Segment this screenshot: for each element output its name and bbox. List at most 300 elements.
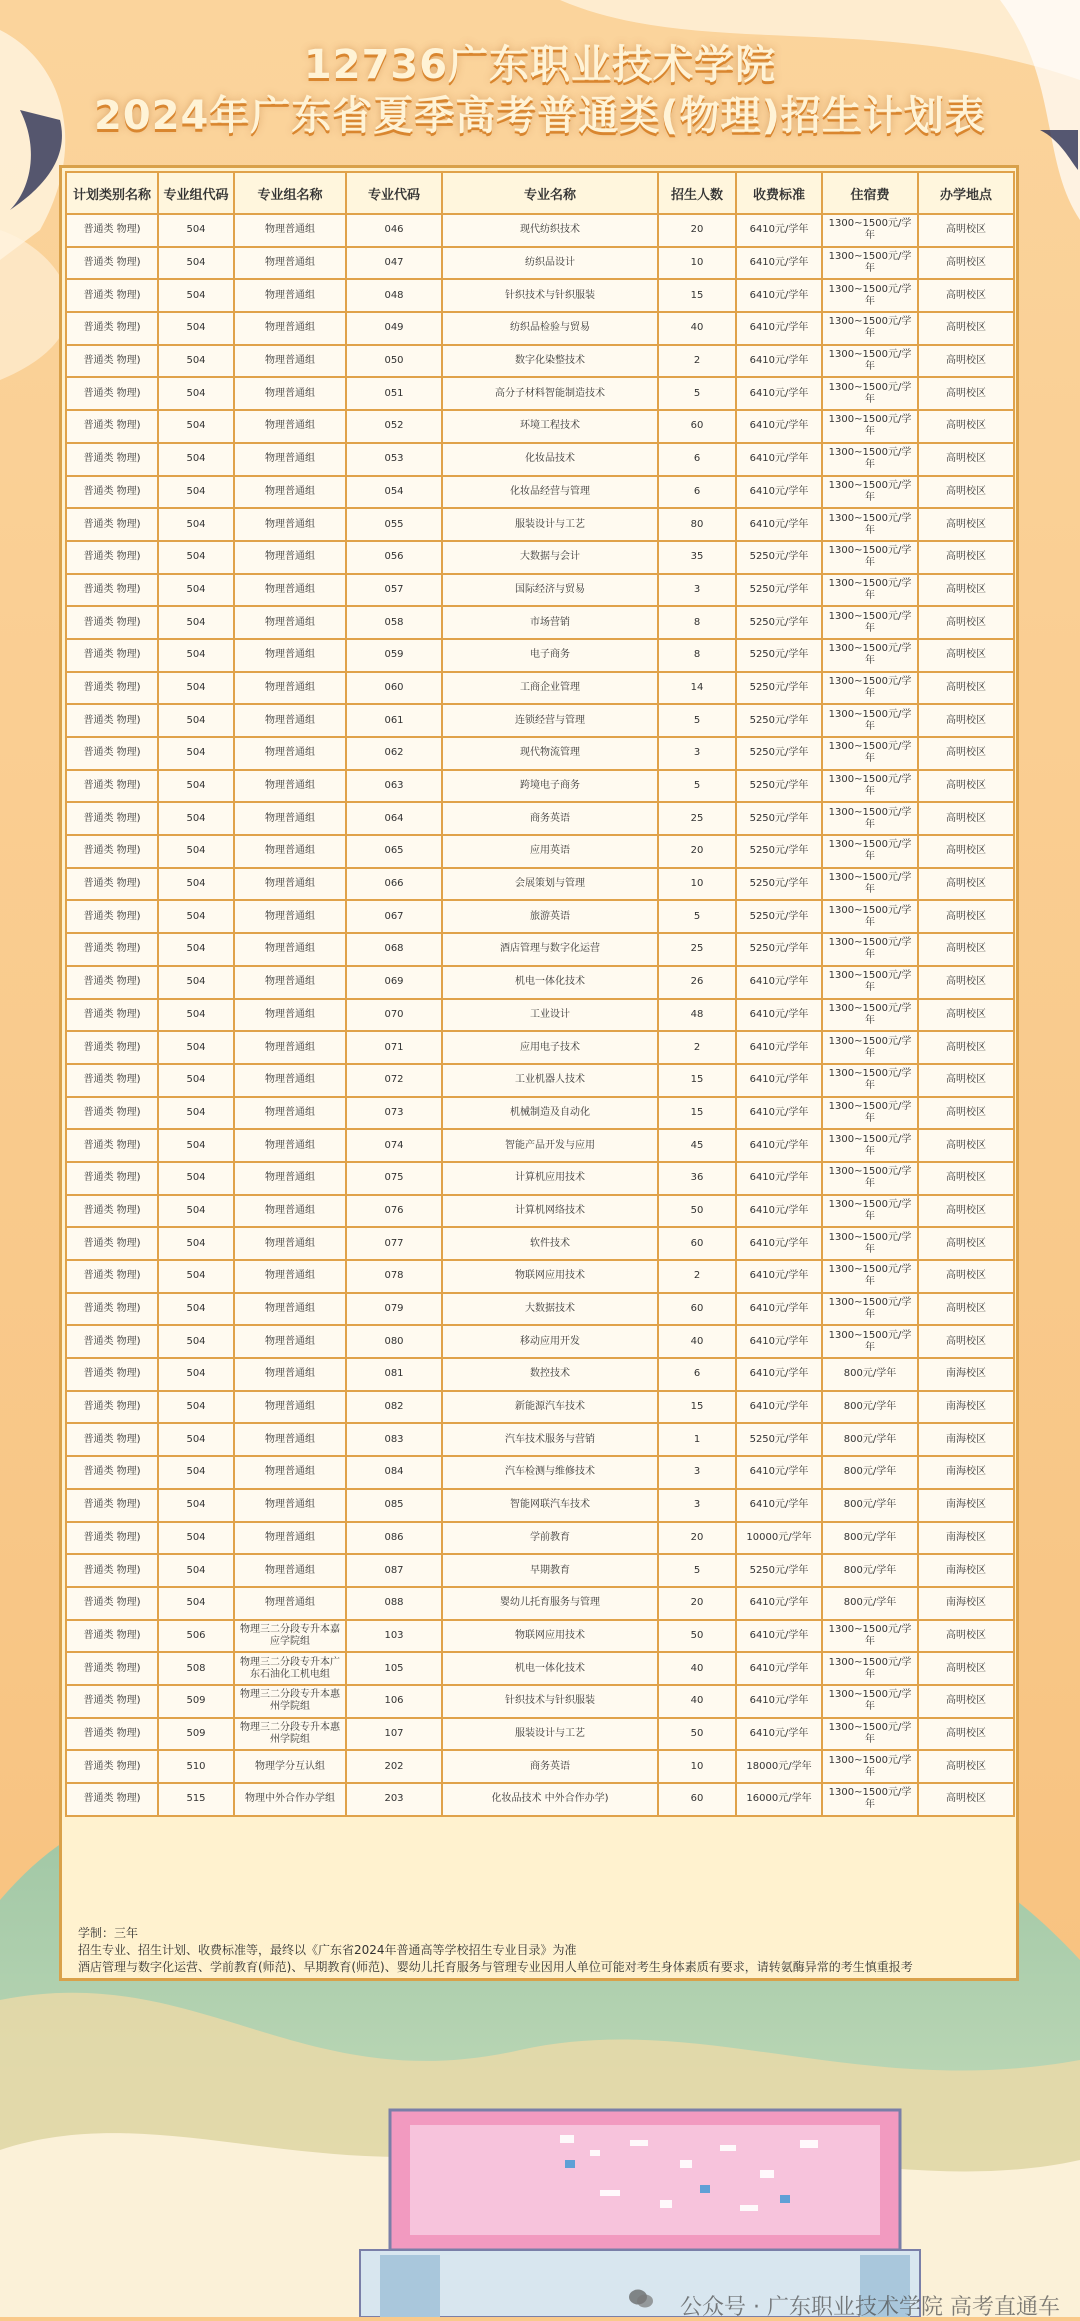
table-cell: 高明校区 [918, 1227, 1014, 1260]
table-cell: 1300~1500元/学年 [822, 999, 918, 1032]
table-cell: 6410元/学年 [736, 508, 822, 541]
table-cell: 普通类 物理) [66, 1620, 158, 1653]
table-row [66, 802, 1014, 835]
table-cell: 5250元/学年 [736, 606, 822, 639]
table-row [66, 1325, 1014, 1358]
table-cell: 504 [158, 1162, 234, 1195]
table-cell: 3 [658, 737, 736, 770]
table-cell: 针织技术与针织服装 [442, 1685, 658, 1718]
table-cell: 高明校区 [918, 1620, 1014, 1653]
table-cell: 普通类 物理) [66, 476, 158, 509]
table-cell: 6410元/学年 [736, 1195, 822, 1228]
table-cell: 物理普通组 [234, 737, 346, 770]
table-cell: 1300~1500元/学年 [822, 410, 918, 443]
table-cell: 083 [346, 1423, 442, 1456]
table-cell: 高明校区 [918, 574, 1014, 607]
table-row [66, 1489, 1014, 1522]
table-cell: 南海校区 [918, 1423, 1014, 1456]
table-cell: 504 [158, 770, 234, 803]
table-cell: 1300~1500元/学年 [822, 1620, 918, 1653]
table-cell: 物理普通组 [234, 1031, 346, 1064]
table-cell: 076 [346, 1195, 442, 1228]
table-row [66, 1554, 1014, 1587]
table-cell: 物理普通组 [234, 1522, 346, 1555]
table-cell: 504 [158, 1423, 234, 1456]
table-row [66, 541, 1014, 574]
table-cell: 40 [658, 1652, 736, 1685]
table-cell: 1300~1500元/学年 [822, 574, 918, 607]
table-cell: 1300~1500元/学年 [822, 1718, 918, 1751]
table-cell: 学前教育 [442, 1522, 658, 1555]
table-cell: 515 [158, 1783, 234, 1816]
table-cell: 082 [346, 1391, 442, 1424]
table-cell: 60 [658, 1293, 736, 1326]
table-cell: 高明校区 [918, 802, 1014, 835]
table-cell: 072 [346, 1064, 442, 1097]
table-cell: 40 [658, 312, 736, 345]
watermark-text: 公众号 · 广东职业技术学院 高考直通车 [680, 2295, 1060, 2320]
table-cell: 1300~1500元/学年 [822, 1783, 918, 1816]
table-cell: 物理普通组 [234, 1064, 346, 1097]
table-cell: 6410元/学年 [736, 1064, 822, 1097]
table-row [66, 443, 1014, 476]
table-cell: 普通类 物理) [66, 933, 158, 966]
table-cell: 053 [346, 443, 442, 476]
table-cell: 普通类 物理) [66, 1227, 158, 1260]
table-cell: 物理普通组 [234, 1129, 346, 1162]
table-cell: 物理三二分段专升本惠州学院组 [234, 1718, 346, 1751]
table-cell: 504 [158, 279, 234, 312]
table-cell: 060 [346, 672, 442, 705]
table-cell: 物理普通组 [234, 1554, 346, 1587]
table-cell: 504 [158, 1587, 234, 1620]
table-cell: 2 [658, 345, 736, 378]
table-cell: 20 [658, 1587, 736, 1620]
table-row [66, 868, 1014, 901]
table-cell: 6410元/学年 [736, 1293, 822, 1326]
table-cell: 高明校区 [918, 476, 1014, 509]
table-cell: 普通类 物理) [66, 1685, 158, 1718]
table-cell: 1300~1500元/学年 [822, 835, 918, 868]
table-cell: 5 [658, 900, 736, 933]
table-cell: 高明校区 [918, 1195, 1014, 1228]
table-cell: 26 [658, 966, 736, 999]
table-cell: 800元/学年 [822, 1554, 918, 1587]
table-cell: 高明校区 [918, 279, 1014, 312]
table-cell: 6 [658, 476, 736, 509]
table-row [66, 1522, 1014, 1555]
table-cell: 074 [346, 1129, 442, 1162]
table-cell: 6 [658, 1358, 736, 1391]
table-cell: 1300~1500元/学年 [822, 1293, 918, 1326]
table-cell: 物理三二分段专升本惠州学院组 [234, 1685, 346, 1718]
table-cell: 063 [346, 770, 442, 803]
table-cell: 物理普通组 [234, 345, 346, 378]
table-cell: 普通类 物理) [66, 900, 158, 933]
table-cell: 056 [346, 541, 442, 574]
table-cell: 现代物流管理 [442, 737, 658, 770]
table-cell: 物理普通组 [234, 933, 346, 966]
table-cell: 103 [346, 1620, 442, 1653]
table-cell: 高明校区 [918, 737, 1014, 770]
table-cell: 1300~1500元/学年 [822, 737, 918, 770]
table-cell: 普通类 物理) [66, 1129, 158, 1162]
table-cell: 800元/学年 [822, 1522, 918, 1555]
table-cell: 高明校区 [918, 1293, 1014, 1326]
table-cell: 高明校区 [918, 541, 1014, 574]
table-row [66, 1652, 1014, 1685]
table-cell: 机械制造及自动化 [442, 1097, 658, 1130]
table-cell: 高分子材料智能制造技术 [442, 377, 658, 410]
table-cell: 071 [346, 1031, 442, 1064]
plan-sheet [59, 165, 1019, 1981]
table-cell: 电子商务 [442, 639, 658, 672]
table-cell: 南海校区 [918, 1587, 1014, 1620]
table-cell: 800元/学年 [822, 1456, 918, 1489]
table-cell: 504 [158, 802, 234, 835]
column-header: 办学地点 [918, 172, 1014, 214]
table-cell: 连锁经营与管理 [442, 704, 658, 737]
table-cell: 36 [658, 1162, 736, 1195]
table-cell: 504 [158, 1489, 234, 1522]
table-cell: 509 [158, 1685, 234, 1718]
table-cell: 普通类 物理) [66, 770, 158, 803]
table-cell: 数字化染整技术 [442, 345, 658, 378]
table-cell: 6410元/学年 [736, 377, 822, 410]
table-cell: 5 [658, 1554, 736, 1587]
table-cell: 504 [158, 410, 234, 443]
table-cell: 046 [346, 214, 442, 247]
table-cell: 504 [158, 443, 234, 476]
table-cell: 物理普通组 [234, 966, 346, 999]
table-cell: 069 [346, 966, 442, 999]
table-cell: 5250元/学年 [736, 802, 822, 835]
table-cell: 107 [346, 1718, 442, 1751]
table-cell: 6410元/学年 [736, 1031, 822, 1064]
table-cell: 058 [346, 606, 442, 639]
table-cell: 5250元/学年 [736, 541, 822, 574]
table-cell: 050 [346, 345, 442, 378]
table-row [66, 900, 1014, 933]
table-cell: 高明校区 [918, 1260, 1014, 1293]
table-cell: 50 [658, 1718, 736, 1751]
table-cell: 1300~1500元/学年 [822, 1129, 918, 1162]
table-cell: 800元/学年 [822, 1587, 918, 1620]
table-cell: 物理普通组 [234, 541, 346, 574]
table-row [66, 345, 1014, 378]
table-cell: 市场营销 [442, 606, 658, 639]
table-row [66, 672, 1014, 705]
table-cell: 6410元/学年 [736, 1489, 822, 1522]
table-cell: 6410元/学年 [736, 1227, 822, 1260]
table-cell: 057 [346, 574, 442, 607]
table-cell: 物理普通组 [234, 672, 346, 705]
table-cell: 60 [658, 410, 736, 443]
table-row [66, 279, 1014, 312]
table-cell: 051 [346, 377, 442, 410]
table-cell: 1300~1500元/学年 [822, 1195, 918, 1228]
table-cell: 8 [658, 606, 736, 639]
table-cell: 6410元/学年 [736, 999, 822, 1032]
table-row [66, 476, 1014, 509]
column-header: 住宿费 [822, 172, 918, 214]
table-cell: 504 [158, 1064, 234, 1097]
table-row [66, 1718, 1014, 1751]
table-cell: 2 [658, 1260, 736, 1293]
table-cell: 504 [158, 508, 234, 541]
table-row [66, 1195, 1014, 1228]
table-cell: 高明校区 [918, 214, 1014, 247]
table-cell: 800元/学年 [822, 1489, 918, 1522]
table-cell: 普通类 物理) [66, 1554, 158, 1587]
table-cell: 高明校区 [918, 1652, 1014, 1685]
table-cell: 物理普通组 [234, 1325, 346, 1358]
table-cell: 067 [346, 900, 442, 933]
table-cell: 1300~1500元/学年 [822, 1260, 918, 1293]
table-cell: 079 [346, 1293, 442, 1326]
table-cell: 会展策划与管理 [442, 868, 658, 901]
table-row [66, 770, 1014, 803]
table-cell: 应用电子技术 [442, 1031, 658, 1064]
table-cell: 6410元/学年 [736, 279, 822, 312]
table-cell: 化妆品技术 [442, 443, 658, 476]
table-cell: 504 [158, 900, 234, 933]
table-cell: 1300~1500元/学年 [822, 770, 918, 803]
table-cell: 服装设计与工艺 [442, 508, 658, 541]
table-cell: 南海校区 [918, 1554, 1014, 1587]
table-row [66, 1293, 1014, 1326]
table-cell: 物理普通组 [234, 868, 346, 901]
table-cell: 普通类 物理) [66, 1750, 158, 1783]
table-cell: 6410元/学年 [736, 1685, 822, 1718]
table-cell: 物理普通组 [234, 999, 346, 1032]
table-cell: 60 [658, 1783, 736, 1816]
table-cell: 509 [158, 1718, 234, 1751]
table-cell: 普通类 物理) [66, 1522, 158, 1555]
column-header: 专业代码 [346, 172, 442, 214]
table-cell: 物理普通组 [234, 1587, 346, 1620]
table-cell: 35 [658, 541, 736, 574]
table-cell: 073 [346, 1097, 442, 1130]
table-cell: 15 [658, 1064, 736, 1097]
table-cell: 065 [346, 835, 442, 868]
table-cell: 物理普通组 [234, 1293, 346, 1326]
table-cell: 5250元/学年 [736, 770, 822, 803]
table-row [66, 410, 1014, 443]
table-cell: 504 [158, 1097, 234, 1130]
table-cell: 高明校区 [918, 1031, 1014, 1064]
table-row [66, 1064, 1014, 1097]
table-cell: 084 [346, 1456, 442, 1489]
table-cell: 1300~1500元/学年 [822, 672, 918, 705]
table-cell: 5250元/学年 [736, 639, 822, 672]
table-cell: 物理普通组 [234, 1227, 346, 1260]
table-cell: 48 [658, 999, 736, 1032]
table-cell: 高明校区 [918, 704, 1014, 737]
table-cell: 1300~1500元/学年 [822, 606, 918, 639]
table-cell: 高明校区 [918, 672, 1014, 705]
table-cell: 6410元/学年 [736, 410, 822, 443]
table-cell: 049 [346, 312, 442, 345]
table-row [66, 1685, 1014, 1718]
table-cell: 普通类 物理) [66, 606, 158, 639]
table-cell: 1300~1500元/学年 [822, 933, 918, 966]
table-cell: 5 [658, 377, 736, 410]
table-cell: 087 [346, 1554, 442, 1587]
table-cell: 508 [158, 1652, 234, 1685]
table-cell: 504 [158, 1456, 234, 1489]
table-cell: 物理普通组 [234, 574, 346, 607]
table-cell: 高明校区 [918, 1162, 1014, 1195]
table-cell: 075 [346, 1162, 442, 1195]
table-cell: 6410元/学年 [736, 1652, 822, 1685]
table-cell: 504 [158, 1391, 234, 1424]
table-cell: 10 [658, 868, 736, 901]
table-row [66, 214, 1014, 247]
table-cell: 普通类 物理) [66, 1358, 158, 1391]
table-cell: 高明校区 [918, 345, 1014, 378]
table-cell: 048 [346, 279, 442, 312]
table-cell: 504 [158, 1260, 234, 1293]
table-cell: 504 [158, 541, 234, 574]
table-cell: 504 [158, 1293, 234, 1326]
table-cell: 应用英语 [442, 835, 658, 868]
table-cell: 081 [346, 1358, 442, 1391]
table-cell: 高明校区 [918, 868, 1014, 901]
table-cell: 普通类 物理) [66, 1391, 158, 1424]
table-cell: 6410元/学年 [736, 1456, 822, 1489]
table-cell: 18000元/学年 [736, 1750, 822, 1783]
table-cell: 504 [158, 1195, 234, 1228]
table-cell: 45 [658, 1129, 736, 1162]
table-cell: 普通类 物理) [66, 737, 158, 770]
table-cell: 1300~1500元/学年 [822, 1097, 918, 1130]
table-cell: 高明校区 [918, 770, 1014, 803]
table-cell: 105 [346, 1652, 442, 1685]
table-cell: 504 [158, 247, 234, 280]
table-header-row [66, 172, 1014, 214]
table-cell: 800元/学年 [822, 1423, 918, 1456]
table-cell: 6410元/学年 [736, 1587, 822, 1620]
column-header: 专业名称 [442, 172, 658, 214]
table-row [66, 966, 1014, 999]
table-cell: 1300~1500元/学年 [822, 279, 918, 312]
table-cell: 055 [346, 508, 442, 541]
table-cell: 6410元/学年 [736, 214, 822, 247]
table-cell: 高明校区 [918, 1685, 1014, 1718]
table-cell: 普通类 物理) [66, 1718, 158, 1751]
table-cell: 高明校区 [918, 606, 1014, 639]
table-cell: 物理普通组 [234, 1162, 346, 1195]
table-cell: 504 [158, 868, 234, 901]
table-cell: 504 [158, 933, 234, 966]
table-cell: 高明校区 [918, 312, 1014, 345]
table-cell: 物联网应用技术 [442, 1260, 658, 1293]
table-cell: 大数据与会计 [442, 541, 658, 574]
table-row [66, 606, 1014, 639]
table-cell: 工业设计 [442, 999, 658, 1032]
table-cell: 1300~1500元/学年 [822, 541, 918, 574]
table-cell: 普通类 物理) [66, 377, 158, 410]
table-row [66, 508, 1014, 541]
table-cell: 大数据技术 [442, 1293, 658, 1326]
table-cell: 计算机应用技术 [442, 1162, 658, 1195]
table-cell: 现代纺织技术 [442, 214, 658, 247]
table-cell: 普通类 物理) [66, 541, 158, 574]
table-cell: 1300~1500元/学年 [822, 1064, 918, 1097]
table-cell: 1300~1500元/学年 [822, 377, 918, 410]
table-cell: 1300~1500元/学年 [822, 802, 918, 835]
table-cell: 酒店管理与数字化运营 [442, 933, 658, 966]
table-cell: 普通类 物理) [66, 704, 158, 737]
table-cell: 1300~1500元/学年 [822, 1162, 918, 1195]
table-cell: 3 [658, 1489, 736, 1522]
table-cell: 504 [158, 606, 234, 639]
table-cell: 059 [346, 639, 442, 672]
column-header: 计划类别名称 [66, 172, 158, 214]
table-cell: 1300~1500元/学年 [822, 443, 918, 476]
table-cell: 202 [346, 1750, 442, 1783]
table-cell: 物理普通组 [234, 214, 346, 247]
table-cell: 普通类 物理) [66, 999, 158, 1032]
table-cell: 052 [346, 410, 442, 443]
table-cell: 物理三二分段专升本广东石油化工机电组 [234, 1652, 346, 1685]
table-cell: 061 [346, 704, 442, 737]
table-cell: 普通类 物理) [66, 1423, 158, 1456]
table-cell: 高明校区 [918, 1718, 1014, 1751]
table-cell: 1300~1500元/学年 [822, 966, 918, 999]
table-cell: 1300~1500元/学年 [822, 1652, 918, 1685]
table-cell: 062 [346, 737, 442, 770]
table-row [66, 1097, 1014, 1130]
table-cell: 智能网联汽车技术 [442, 1489, 658, 1522]
table-cell: 物理普通组 [234, 900, 346, 933]
table-cell: 普通类 物理) [66, 802, 158, 835]
table-cell: 1300~1500元/学年 [822, 345, 918, 378]
table-cell: 1300~1500元/学年 [822, 476, 918, 509]
table-cell: 1300~1500元/学年 [822, 214, 918, 247]
table-cell: 高明校区 [918, 443, 1014, 476]
table-cell: 跨境电子商务 [442, 770, 658, 803]
table-cell: 普通类 物理) [66, 1456, 158, 1489]
table-cell: 5 [658, 704, 736, 737]
table-cell: 物理普通组 [234, 802, 346, 835]
table-cell: 普通类 物理) [66, 639, 158, 672]
table-cell: 1300~1500元/学年 [822, 1227, 918, 1260]
table-cell: 086 [346, 1522, 442, 1555]
table-cell: 25 [658, 933, 736, 966]
table-cell: 5250元/学年 [736, 704, 822, 737]
table-cell: 化妆品经营与管理 [442, 476, 658, 509]
table-cell: 1300~1500元/学年 [822, 900, 918, 933]
column-header: 专业组代码 [158, 172, 234, 214]
table-cell: 070 [346, 999, 442, 1032]
table-cell: 6410元/学年 [736, 966, 822, 999]
table-cell: 高明校区 [918, 1097, 1014, 1130]
table-cell: 南海校区 [918, 1489, 1014, 1522]
table-cell: 504 [158, 704, 234, 737]
table-cell: 1300~1500元/学年 [822, 868, 918, 901]
table-cell: 南海校区 [918, 1456, 1014, 1489]
table-cell: 10 [658, 1750, 736, 1783]
table-cell: 15 [658, 1391, 736, 1424]
table-cell: 16000元/学年 [736, 1783, 822, 1816]
table-cell: 普通类 物理) [66, 1783, 158, 1816]
note-final-basis: 招生专业、招生计划、收费标准等，最终以《广东省2024年普通高等学校招生专业目录》为准 [78, 1943, 577, 1957]
table-cell: 20 [658, 1522, 736, 1555]
table-row [66, 835, 1014, 868]
table-cell: 高明校区 [918, 835, 1014, 868]
